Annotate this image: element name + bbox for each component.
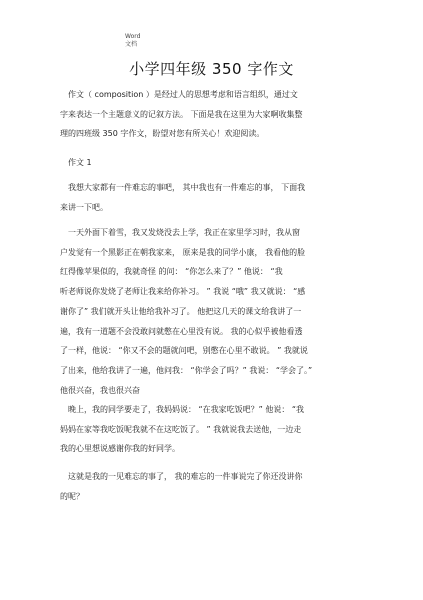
paragraph-line: 红得像苹果似的，我就奇怪 的问： “你怎么来了？” 他说： “我 xyxy=(60,267,283,277)
paragraph-line: 我的心里想说感谢你我的好同学。 xyxy=(60,444,180,454)
paragraph-line: 了一样，他说： “你又不会的题就问吧，别憋在心里不敢说。 ” 我就说 xyxy=(60,346,308,356)
essay-paragraph-2 xyxy=(60,223,372,400)
paragraph-line: 晚上，我的同学要走了，我妈妈说： “在我家吃饭吧？” 他说： “我 xyxy=(68,405,305,414)
word-mark-line-1: Word xyxy=(125,33,141,40)
paragraph-line: 听老师说你发烧了老师让我来给你补习。 ” 我说 “哦” 我又就说： “感 xyxy=(60,287,306,297)
intro-paragraph xyxy=(60,85,372,144)
intro-line: 字来表达一个主题意义的记叙方法。 下面是我在这里为大家啊收集整 xyxy=(60,109,303,119)
intro-line: 作文（ composition ）是经过人的思想考虑和语言组织，通过文 xyxy=(68,90,298,99)
intro-line: 理的四班级 350 字作文，盼望对您有所关心！欢迎阅读。 xyxy=(60,129,265,139)
paragraph-line: 户发觉有一个黑影正在朝我家来， 原来是我的同学小康， 我看他的脸 xyxy=(60,247,306,257)
document-title: 小学四年级 350 字作文 xyxy=(129,60,294,78)
paragraph-line: 我想大家都有一件难忘的事吧， 其中我也有一件难忘的事， 下面我 xyxy=(68,183,306,192)
word-mark-line-2: 文档 xyxy=(125,41,138,48)
essay-paragraph-3 xyxy=(60,400,372,459)
paragraph-line: 了出来，他给我讲了一遍，他问我： “你学会了吗？” 我说： “学会了。” xyxy=(60,365,313,375)
essay-paragraph-4 xyxy=(60,467,372,506)
essay-paragraph-1 xyxy=(60,178,372,217)
paragraph-line: 妈妈在家等我吃饭呢我就不在这吃饭了。 ” 我就说我去送他，一边走 xyxy=(60,424,302,434)
paragraph-line: 遍，我有一道题不会没敢问就憋在心里没有说。 我的心似乎被他看透 xyxy=(60,326,303,336)
paragraph-line: 这就是我的一见难忘的事了， 我的难忘的一件事说完了你还没讲你 xyxy=(68,472,303,481)
paragraph-line: 来讲一下吧。 xyxy=(60,202,108,212)
essay-label xyxy=(60,153,372,173)
word-document-watermark xyxy=(125,33,140,49)
paragraph-line: 的呢？ xyxy=(60,491,84,501)
paragraph-line: 谢你了” 我们就开头让他给我补习了。 他把这几天的课文给我讲了一 xyxy=(60,306,302,316)
essay-label-text: 作文 1 xyxy=(68,158,92,167)
paragraph-line: 一天外面下着雪，我又发烧没去上学，我正在家里学习时，我从窗 xyxy=(68,228,300,237)
paragraph-line: 他很兴奋，我也很兴奋 xyxy=(60,385,140,395)
